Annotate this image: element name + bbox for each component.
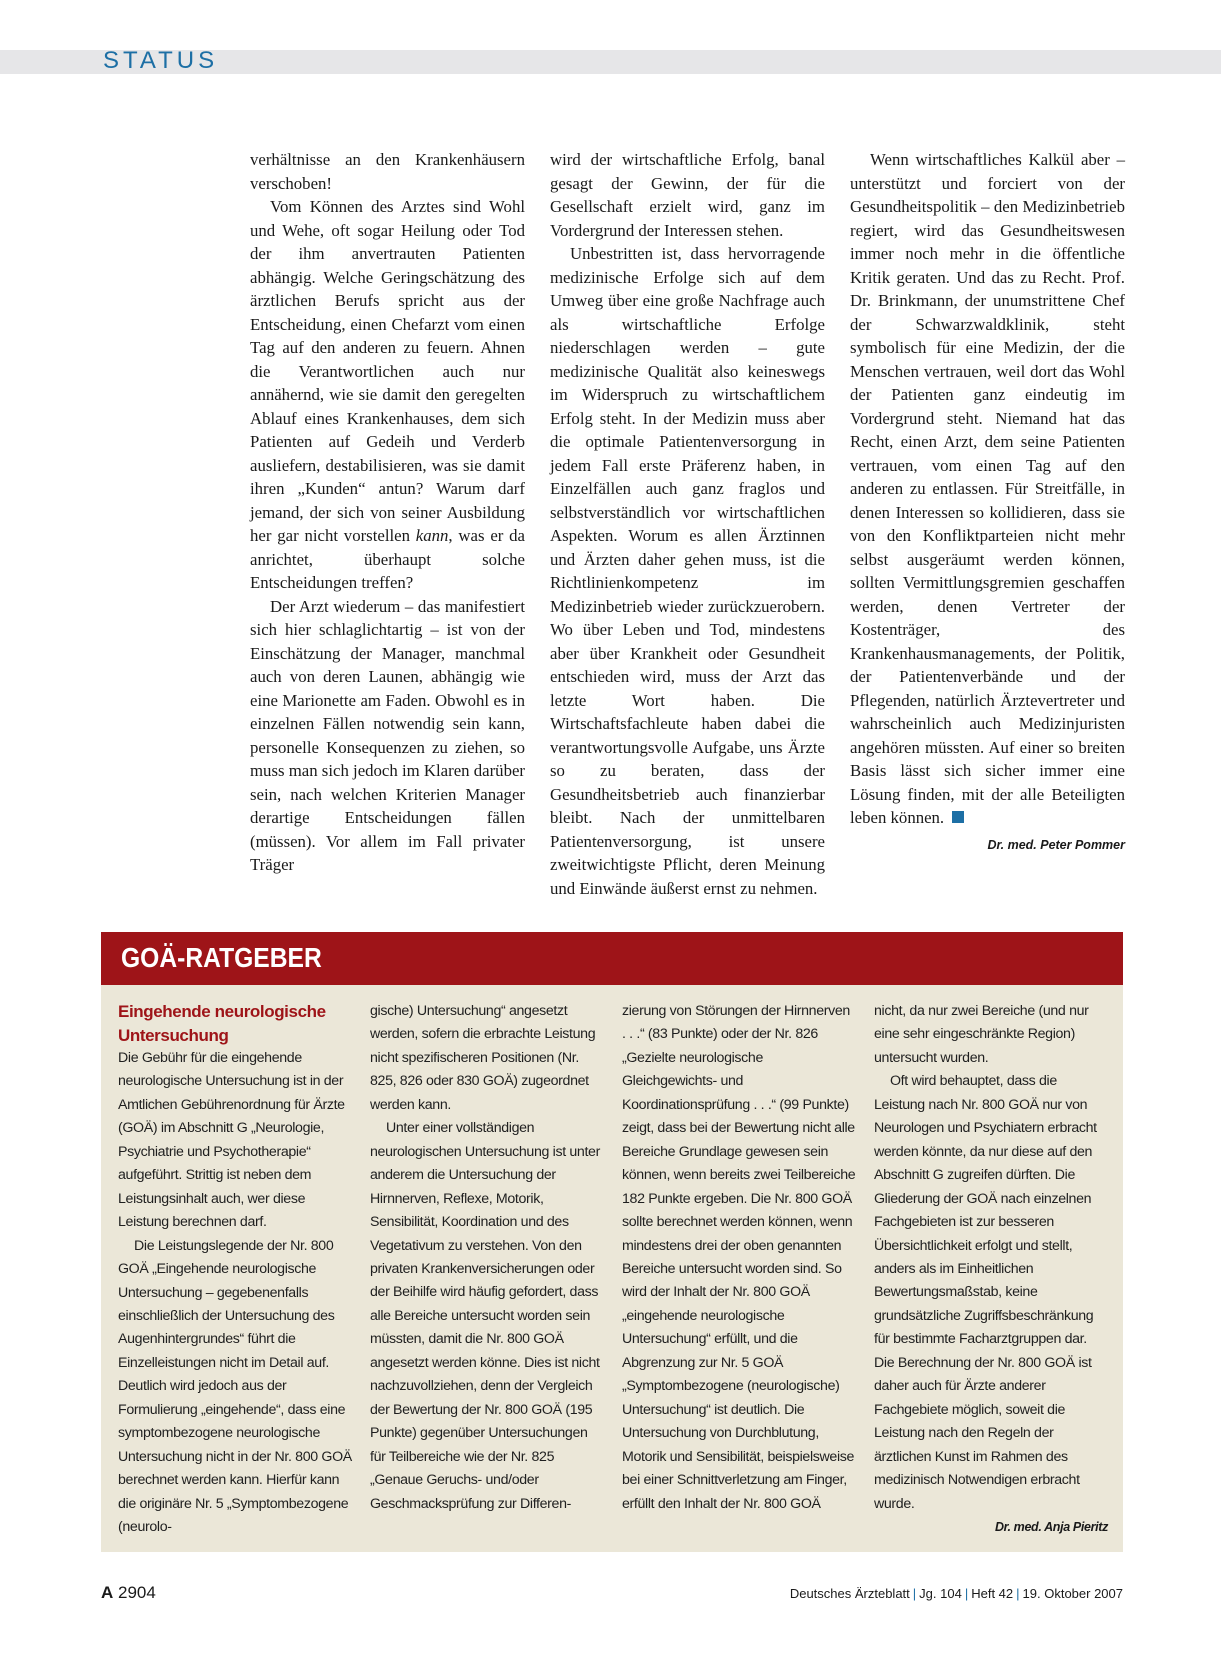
article-column-2 xyxy=(550,148,825,900)
paragraph: Die Leistungslegende der Nr. 800 GOÄ „Eingehende neurologische Untersuchung – gegebenenfalls einschließlich der Untersuchung des Augenhintergrundes“ führt die Einzelleistungen nicht im Detail auf. Deutlich wird jedoch aus der Formulierung „eingehende“, dass eine symptombezogene neurologische Untersuchung nicht in der Nr. 800 GOÄ berechnet werden kann. Hierfür kann die originäre Nr. 5 „Symptombezogene (neurolo- xyxy=(118,1237,352,1536)
paragraph: Oft wird behauptet, dass die Leistung nach Nr. 800 GOÄ nur von Neurologen und Psychiatern erbracht werden könnte, da nur diese auf den Abschnitt G zugreifen dürften. Die Gliederung der GOÄ nach einzelnen Fachgebieten ist zur besseren Übersichtlichkeit erfolgt und stellt, anders als im Einheitlichen Bewertungsmaßstab, keine grundsätzliche Zugriffsbeschränkung für bestimmte Facharztgruppen dar. Die Berechnung der Nr. 800 GOÄ ist daher auch für Ärzte anderer Fachgebiete möglich, soweit die Leistung nach den Regeln der ärztlichen Kunst im Rahmen des medizinisch Notwendigen erbracht wurde. xyxy=(874,1073,1097,1512)
paragraph: Unter einer vollständigen neurologischen Untersuchung ist unter anderem die Untersuchung der Hirnnerven, Reflexe, Motorik, Sensibilität, Koordination und des Vegetativum zu verstehen. Von den privaten Krankenversicherungen oder der Beihilfe wird häufig gefordert, dass alle Bereiche untersucht worden sein müssten, damit die Nr. 800 GOÄ angesetzt werden könne. Dies ist nicht nachzuvollziehen, denn der Vergleich der Bewertung der Nr. 800 GOÄ (195 Punkte) gegenüber Untersuchungen für Teilbereiche wie der Nr. 825 „Genaue Geruchs- und/oder Geschmacksprüfung zur Differen- xyxy=(370,1120,600,1512)
journal-name: Deutsches Ärzteblatt xyxy=(789,1586,910,1601)
end-mark-icon xyxy=(952,811,964,823)
article-author: Dr. med. Peter Pommer xyxy=(987,837,1125,852)
box-subheading: Eingehende neurologische Untersuchung xyxy=(118,1002,326,1045)
separator: | xyxy=(912,1586,917,1601)
box-column-2 xyxy=(370,1000,604,1540)
paragraph: zierung von Störungen der Hirnnerven . . .“ (83 Punkte) oder der Nr. 826 „Gezielte neurologische Gleichgewichts- und Koordinationsprüfung . . .“ (99 Punkte) zeigt, dass bei der Bewertung nicht alle Bereiche Grundlage gewesen sein können, wenn bereits zwei Teilbereiche 182 Punkte ergeben. Die Nr. 800 GOÄ sollte berechnet werden können, wenn mindestens drei der oben genannten Bereiche untersucht worden sind. So wird der Inhalt der Nr. 800 GOÄ „eingehende neurologische Untersuchung“ erfüllt, und die Abgrenzung zur Nr. 5 GOÄ „Symptombezogene (neurologische) Untersuchung“ ist deutlich. Die Untersuchung von Durchblutung, Motorik und Sensibilität, beispielsweise bei einer Schnittverletzung am Finger, erfüllt den Inhalt der Nr. 800 GOÄ xyxy=(622,1003,856,1512)
box-body xyxy=(118,1000,1108,1540)
paragraph: Vom Können des Arztes sind Wohl und Wehe, oft sogar Heilung oder Tod der ihm anvertrauten Patienten abhängig. Welche Geringschätzung des ärztlichen Berufs spricht aus der Entscheidung, einen Chefarzt vom einen Tag auf den anderen zu feuern. Ahnen die Verantwortlichen auch nur annähernd, wie sie damit den geregelten Ablauf eines Krankenhauses, dem sich Patienten auf Gedeih und Verderb ausliefern, destabilisieren, was sie damit ihren „Kunden“ antun? Warum darf jemand, der sich von seiner Ausbildung her gar nicht vorstellen kann, was er da anrichtet, überhaupt solche Entscheidungen treffen? xyxy=(250,197,525,592)
box-author: Dr. med. Anja Pieritz xyxy=(994,1519,1108,1534)
section-label: STATUS xyxy=(103,47,219,74)
paragraph: nicht, da nur zwei Bereiche (und nur eine sehr eingeschränkte Region) untersucht wurden. xyxy=(874,1003,1089,1066)
article-body xyxy=(250,148,1125,900)
volume: Jg. 104 xyxy=(919,1586,962,1601)
paragraph: Der Arzt wiederum – das manifestiert sich hier schlaglichtartig – ist von der Einschätzung der Manager, manchmal auch von deren Launen, abhängig wie eine Marionette am Faden. Obwohl es in einzelnen Fällen notwendig sein kann, personelle Konsequenzen zu ziehen, so muss man sich jedoch im Klaren darüber sein, nach welchen Kriterien Manager derartige Entscheidungen fällen (müssen). Vor allem im Fall privater Träger xyxy=(250,596,525,874)
paragraph: verhältnisse an den Krankenhäusern verschoben! xyxy=(250,150,525,193)
emphasis: kann xyxy=(415,526,449,545)
paragraph: gische) Untersuchung“ angesetzt werden, sofern die erbrachte Leistung nicht spezifischeren Positionen (Nr. 825, 826 oder 830 GOÄ) zugeordnet werden kann. xyxy=(370,1003,596,1113)
paragraph: Unbestritten ist, dass hervorragende medizinische Erfolge sich auf dem Umweg über eine große Nachfrage auch als wirtschaftliche Erfolge niederschlagen werden – gute medizinische Qualität also keineswegs im Widerspruch zu wirtschaftlichem Erfolg steht. In der Medizin muss aber die optimale Patientenversorgung in jedem Fall erste Präferenz haben, in Einzelfällen auch ganz fraglos und selbstverständlich vor wirtschaftlichen Aspekten. Worum es allen Ärztinnen und Ärzten daher gehen muss, ist die Richtlinienkompetenz im Medizinbetrieb wieder zurückzuerobern. Wo über Leben und Tod, mindestens aber über Krankheit oder Gesundheit entschieden wird, muss der Arzt das letzte Wort haben. Die Wirtschaftsfachleute haben dabei die verantwortungsvolle Aufgabe, uns Ärzte so zu beraten, dass der Gesundheitsbetrieb auch finanzierbar bleibt. Nach der unmittelbaren Patientenversorgung, ist unsere zweitwichtigste Pflicht, deren Meinung und Einwände äußerst ernst zu nehmen. xyxy=(550,244,825,898)
box-column-4 xyxy=(874,1000,1108,1540)
paragraph: Wenn wirtschaftliches Kalkül aber – unterstützt und forciert von der Gesundheitspolitik – den Medizinbetrieb regiert, wird das Gesundheitswesen immer noch mehr in die öffentliche Kritik geraten. Und das zu Recht. Prof. Dr. Brinkmann, der unumstrittene Chef der Schwarzwaldklinik, steht symbolisch für eine Medizin, der die Menschen vertrauen, weil dort das Wohl der Patienten ganz eindeutig im Vordergrund steht. Niemand hat das Recht, einen Arzt, dem seine Patienten vertrauen, vom einen Tag auf den anderen zu entlassen. Für Streitfälle, in denen Interessen so kollidieren, dass sie von den Konfliktparteien nicht mehr selbst ausgeräumt werden können, sollten Vermittlungsgremien geschaffen werden, denen Vertreter der Kostenträger, des Krankenhausmanagements, der Politik, der Patientenverbände und der Pflegenden, natürlich Ärztevertreter und wahrscheinlich auch Medizinjuristen angehören müssten. Auf einer so breiten Basis lässt sich sicher immer eine Lösung finden, mit der alle Beteiligten leben können. xyxy=(850,150,1125,827)
separator: | xyxy=(964,1586,969,1601)
issue: Heft 42 xyxy=(971,1586,1014,1601)
journal-info xyxy=(790,1586,1123,1601)
box-title: GOÄ-RATGEBER xyxy=(121,942,322,973)
page-number: A 2904 xyxy=(101,1583,156,1602)
box-column-1 xyxy=(118,1000,352,1540)
paragraph: Die Gebühr für die eingehende neurologische Untersuchung ist in der Amtlichen Gebührenordnung für Ärzte (GOÄ) im Abschnitt G „Neurologie, Psychiatrie und Psychotherapie“ aufgeführt. Strittig ist neben dem Leistungsinhalt auch, wer diese Leistung berechnen darf. xyxy=(118,1050,345,1231)
paragraph: wird der wirtschaftliche Erfolg, banal gesagt der Gewinn, der für die Gesellschaft erzielt wird, ganz im Vordergrund der Interessen stehen. xyxy=(550,150,825,240)
article-column-3 xyxy=(850,148,1125,900)
article-column-1 xyxy=(250,148,525,900)
box-column-3 xyxy=(622,1000,856,1540)
separator: | xyxy=(1016,1586,1020,1601)
date: 19. Oktober 2007 xyxy=(1022,1586,1123,1601)
